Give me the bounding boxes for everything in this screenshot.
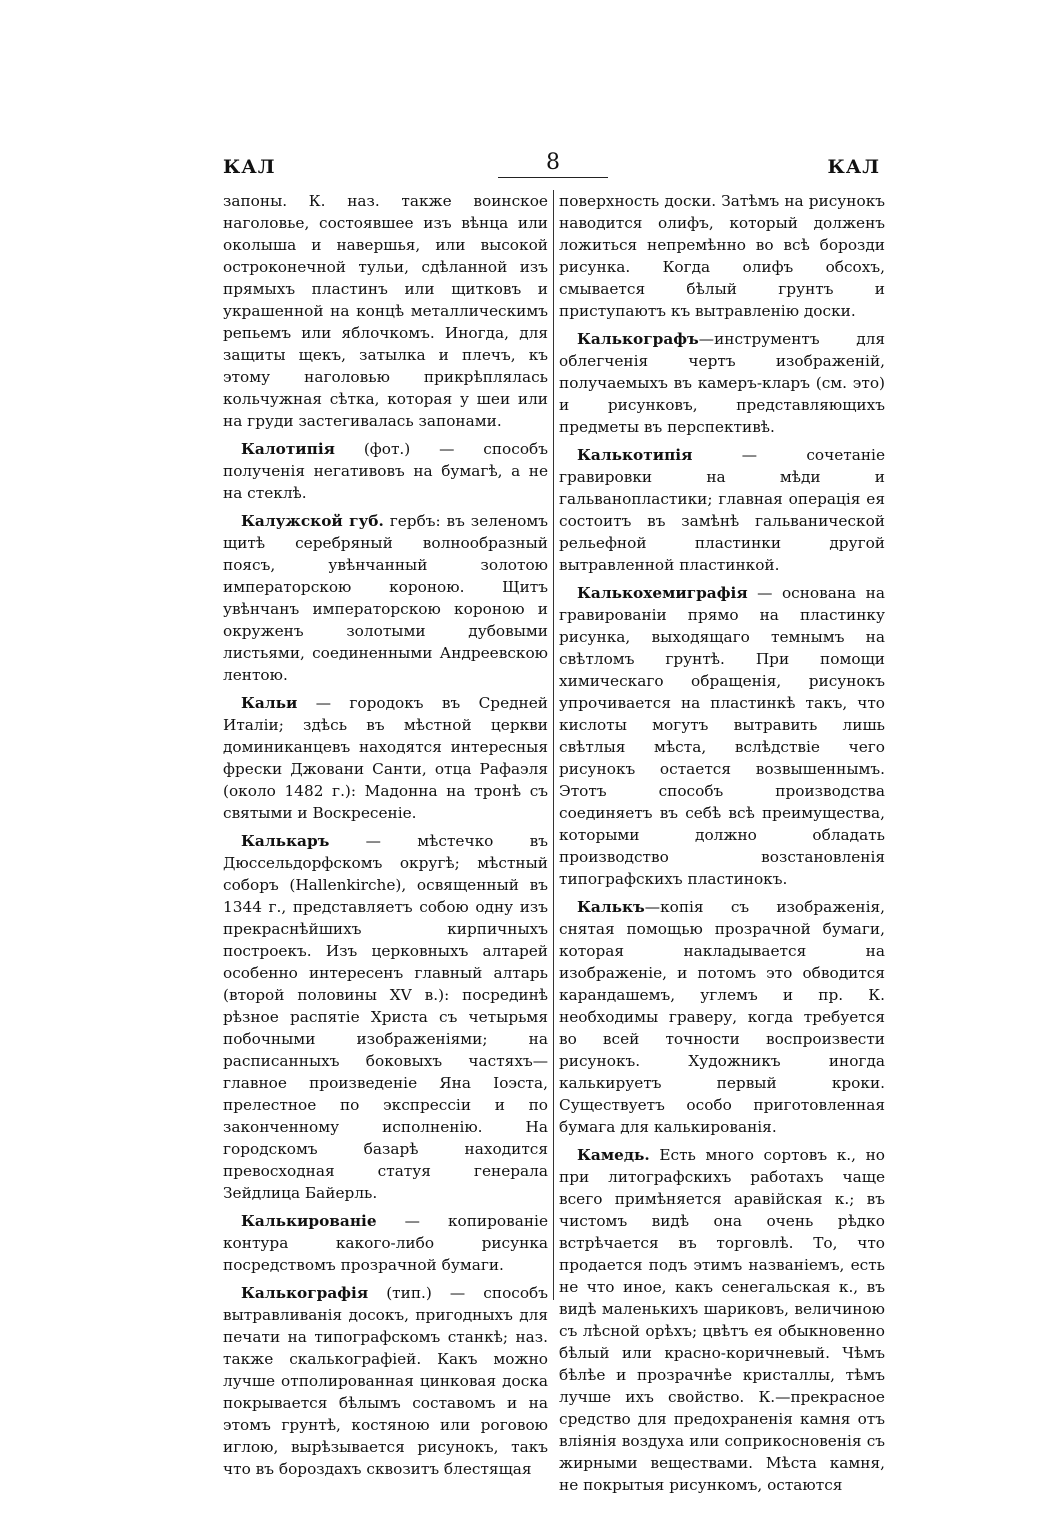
- entry-text: — городокъ въ Средней Италіи; здѣсь въ мѣстной церкви доминиканцевъ находятся интересныя фрески Джовани Санти, отца Рафаэля (около 1482 г.): Мадонна на тронѣ съ святыми и Воскресеніе.: [223, 694, 548, 822]
- entry-text: —копія съ изображенія, снятая помощью прозрачной бумаги, которая накладывается на изображеніе, и потомъ это обводится карандашемъ, углемъ и пр. К. необходимы граверу, когда требуется во всей точности воспроизвести рисунокъ. Художникъ иногда калькируетъ первый кроки. Существуетъ особо приготовленная бумага для калькированія.: [559, 898, 885, 1136]
- entry-kamed: [559, 1144, 885, 1496]
- entry-continuation: [223, 190, 548, 432]
- entry-term: Калькотипія: [577, 446, 693, 464]
- entry-kalkograf: [559, 328, 885, 438]
- entry-kalkotipiya: [559, 444, 885, 576]
- entry-text: — основана на гравированіи прямо на пластинку рисунка, выходящаго темнымъ на свѣтломъ грунтѣ. При помощи химическаго обращенія, рисунокъ упрочивается на пластинкѣ такъ, что кислоты могутъ вытравить лишь свѣтлыя мѣста, вслѣдствіе чего рисунокъ остается возвышеннымъ. Этотъ способъ производства соединяетъ въ себѣ всѣ преимущества, которыми должно обладать производство возстановленія типографскихъ пластинокъ.: [559, 584, 885, 888]
- entry-kalkografiya: [223, 1282, 548, 1480]
- entry-text: —инструментъ для облегченія чертъ изображеній, получаемыхъ въ камеръ-кларъ (см. это) и рисунковъ, представляющихъ предметы въ перспективѣ.: [559, 330, 885, 436]
- entry-text: поверхность доски. Затѣмъ на рисунокъ наводится олифъ, который долженъ ложиться непремѣнно во всѣ борозди рисунка. Когда олифъ обсохъ, смывается бѣлый грунтъ и приступаютъ къ вытравленію доски.: [559, 192, 885, 320]
- entry-term: Калькаръ: [241, 832, 330, 850]
- entry-kali: [223, 692, 548, 824]
- entry-kalkohemigrafiya: [559, 582, 885, 890]
- entry-term: Калькъ: [577, 898, 645, 916]
- column-divider: [553, 190, 554, 1300]
- running-head-right: КАЛ: [827, 156, 880, 178]
- entry-term: Калькографія: [241, 1284, 369, 1302]
- entry-continuation: [559, 190, 885, 322]
- running-head: [223, 150, 880, 180]
- entry-text: гербъ: въ зеленомъ щитѣ серебряный волнообразный поясъ, увѣнчанный золотою императорскою короною. Щитъ увѣнчанъ императорскою короною и окруженъ золотыми дубовыми листьями, соединенными Андреевскою лентою.: [223, 512, 548, 684]
- entry-text: — мѣстечко въ Дюссельдорфскомъ округѣ; мѣстный соборъ (Hallenkirche), освященный въ 1344 г., представляетъ собою одну изъ прекраснѣйшихъ кирпичныхъ построекъ. Изъ церковныхъ алтарей особенно интересенъ главный алтарь (второй половины XV в.): посрединѣ рѣзное распятіе Христа съ четырьмя побочными изображеніями; на расписанныхъ боковыхъ частяхъ—главное произведеніе Яна Іоэста, прелестное по экспрессіи и по законченному исполненію. На городскомъ базарѣ находится превосходная статуя генерала Зейдлица Байерль.: [223, 832, 548, 1202]
- entry-kalkar: [223, 830, 548, 1204]
- left-column: [223, 190, 548, 1480]
- entry-kalkirovanie: [223, 1210, 548, 1276]
- entry-text: Есть много сортовъ к., но при литографскихъ работахъ чаще всего примѣняется аравійская к.; въ чистомъ видѣ она очень рѣдко встрѣчается въ торговлѣ. То, что продается подъ этимъ названіемъ, есть не что иное, какъ сенегальская к., въ видѣ маленькихъ шариковъ, величиною съ лѣсной орѣхъ; цвѣтъ ея обыкновенно бѣлый или красно-коричневый. Чѣмъ бѣлѣе и прозрачнѣе кристаллы, тѣмъ лучше ихъ свойство. К.—прекрасное средство для предохраненія камня отъ вліянія воздуха или соприкосновенія съ жирными веществами. Мѣста камня, не покрытыя рисункомъ, остаются: [559, 1146, 885, 1494]
- entry-term: Калужской губ.: [241, 512, 384, 530]
- entry-term: Калькографъ: [577, 330, 699, 348]
- entry-text: (фот.) — способъ полученія негативовъ на бумагѣ, а не на стеклѣ.: [223, 440, 548, 502]
- entry-term: Калькированіе: [241, 1212, 377, 1230]
- entry-kalotipiya: [223, 438, 548, 504]
- entry-text: — копированіе контура какого-либо рисунка посредствомъ прозрачной бумаги.: [223, 1212, 548, 1274]
- entry-kaluzhskoy-gub: [223, 510, 548, 686]
- entry-term: Кальи: [241, 694, 298, 712]
- entry-text: — сочетаніе гравировки на мѣди и гальванопластики; главная операція ея состоитъ въ замѣнѣ гальванической рельефной пластинки другой вытравленной пластинкой.: [559, 446, 885, 574]
- entry-term: Калькохемиграфія: [577, 584, 748, 602]
- entry-term: Калотипія: [241, 440, 335, 458]
- entry-text: запоны. К. наз. также воинское наголовье, состоявшее изъ вѣнца или околыша и навершья, или высокой остроконечной тульи, сдѣланной изъ прямыхъ пластинъ или щитковъ и украшенной на концѣ металлическимъ репьемъ или яблочкомъ. Иногда, для защиты щекъ, затылка и плечъ, къ этому наголовью прикрѣплялась кольчужная сѣтка, которая у шеи или на груди застегивалась запонами.: [223, 192, 548, 430]
- right-column: [559, 190, 885, 1496]
- running-head-left: КАЛ: [223, 156, 276, 178]
- entry-text: (тип.) — способъ вытравливанія досокъ, пригодныхъ для печати на типографскомъ станкѣ; наз. также скалькографіей. Какъ можно лучше отполированная цинковая доска покрывается бѣлымъ составомъ и на этомъ грунтѣ, костяною или роговою иглою, вырѣзывается рисунокъ, такъ что въ бороздахъ сквозитъ блестящая: [223, 1284, 548, 1478]
- page-number: 8: [498, 150, 608, 178]
- entry-kalk: [559, 896, 885, 1138]
- entry-term: Камедь.: [577, 1146, 650, 1164]
